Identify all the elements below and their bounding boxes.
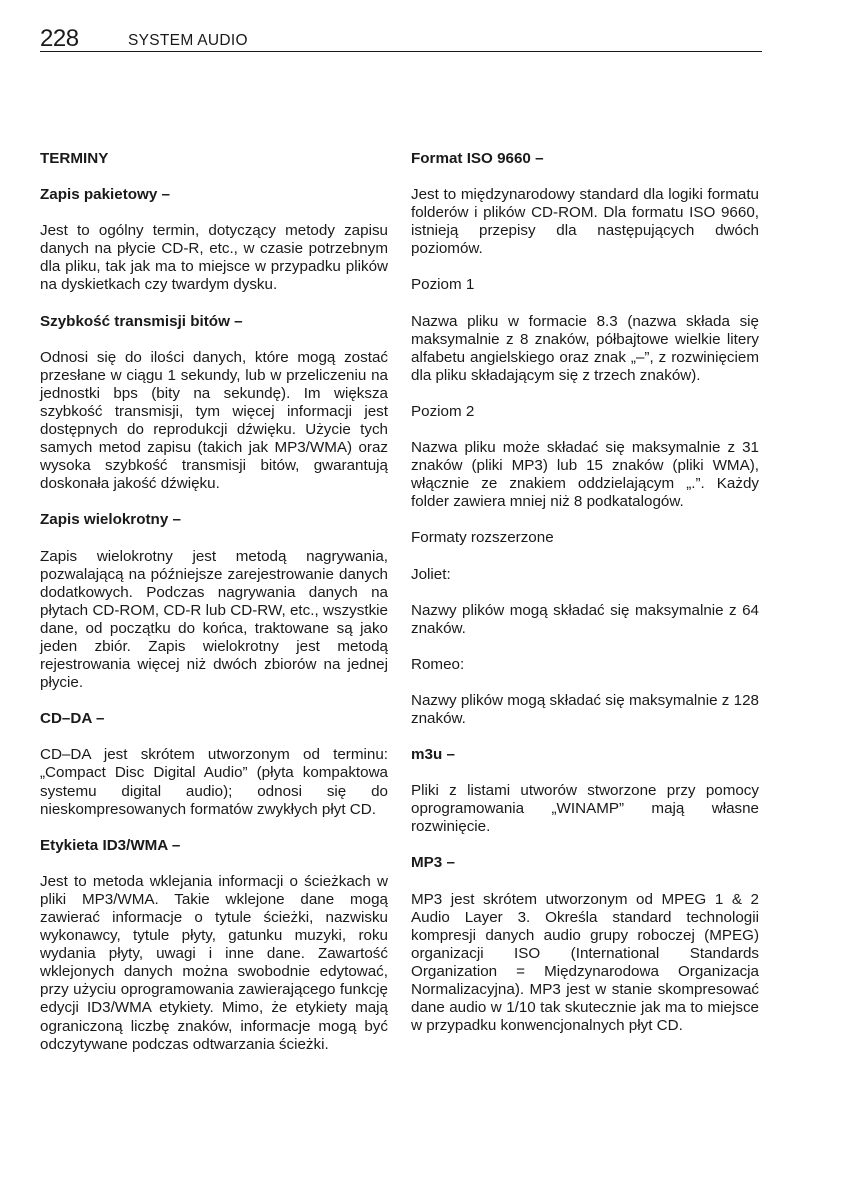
body-paragraph: MP3 jest skrótem utworzonym od MPEG 1 & 2 Audio Layer 3. Określa standard technologii kompresji danych audio grupy roboczej (MPEG) organizacji ISO (International Standards Organization = Międzynarodowa Organizacja Normalizacyjna). MP3 jest w stanie skompresować dane audio w 1/10 tak skutecznie jak ma to miejsce w przypadku konwencjonalnych płyt CD. — [411, 890, 759, 1035]
body-paragraph: Jest to międzynarodowy standard dla logiki formatu folderów i plików CD-ROM. Dla formatu ISO 9660, istnieją przepisy dla następujących dwóch poziomów. — [411, 186, 759, 258]
term-heading: Zapis wielokrotny – — [40, 511, 181, 529]
body-paragraph: CD–DA jest skrótem utworzonym od terminu: „Compact Disc Digital Audio” (płyta kompaktowa systemu digital audio); odnosi się do nieskompresowanych formatów zwykłych płyt CD. — [40, 746, 388, 818]
body-paragraph: Poziom 1 — [411, 276, 475, 294]
body-paragraph: Nazwy plików mogą składać się maksymalnie z 64 znaków. — [411, 601, 759, 637]
body-paragraph: Pliki z listami utworów stworzone przy pomocy oprogramowania „WINAMP” mają własne rozwinięcie. — [411, 782, 759, 836]
page-header — [40, 26, 762, 52]
term-heading: Format ISO 9660 – — [411, 150, 544, 167]
term-heading: Etykieta ID3/WMA – — [40, 836, 181, 854]
body-paragraph: Odnosi się do ilości danych, które mogą zostać przesłane w ciągu 1 sekundy, lub w przeliczeniu na jednostki bps (bity na sekundę). Im większa szybkość transmisji, tym więcej informacji jest dostępnych do reprodukcji dźwięku. Użycie tych samych metod zapisu (takich jak MP3/WMA) oraz wysoka szybkość transmisji bitów, gwarantują doskonała jakość dźwięku. — [40, 348, 388, 493]
left-column — [40, 150, 388, 1072]
body-paragraph: Jest to metoda wklejania informacji o ścieżkach w pliki MP3/WMA. Takie wklejone dane mogą zawierać informacje o tytule ścieżki, nazwisku wykonawcy, tytule płyty, gatunku muzyki, roku wydania płyty, uwagi i inne dane. Zawartość wklejonych danych można swobodnie edytować, przy użyciu oprogramowania zawierającego funkcję edycji ID3/WMA etykiety. Mimo, że etykiety mają ograniczoną liczbę znaków, informacje mogą być odczytywane podczas odtwarzania ścieżki. — [40, 872, 388, 1053]
term-heading: Szybkość transmisji bitów – — [40, 312, 243, 330]
body-paragraph: Jest to ogólny termin, dotyczący metody zapisu danych na płycie CD-R, etc., w czasie potrzebnym dla pliku, tak jak ma to miejsce w przypadku plików na dyskietkach czy twardym dysku. — [40, 222, 388, 294]
right-column — [411, 150, 759, 1053]
body-paragraph: Romeo: — [411, 655, 465, 673]
body-paragraph: Zapis wielokrotny jest metodą nagrywania, pozwalającą na późniejsze zarejestrowanie danych dodatkowych. Podczas nagrywania danych na płytach CD-ROM, CD-R lub CD-RW, etc., wszystkie dane, od początku do końca, traktowane są jako jeden zbiór. Zapis wielokrotny jest metodą rejestrowania więcej niż dwóch zbiorów na jednej płycie. — [40, 547, 388, 692]
term-heading: m3u – — [411, 746, 455, 764]
term-heading: CD–DA – — [40, 710, 105, 728]
body-paragraph: Formaty rozszerzone — [411, 529, 554, 547]
body-paragraph: Nazwa pliku w formacie 8.3 (nazwa składa się maksymalnie z 8 znaków, półbajtowe wielkie litery alfabetu angielskiego oraz znak „–”, z rozwinięciem dla pliku składającym się z trzech znaków). — [411, 312, 759, 384]
section-title: SYSTEM AUDIO — [128, 32, 248, 49]
term-heading: MP3 – — [411, 854, 455, 872]
header-rule — [40, 51, 762, 52]
term-heading: Zapis pakietowy – — [40, 186, 170, 204]
term-heading: TERMINY — [40, 150, 109, 167]
body-paragraph: Joliet: — [411, 565, 451, 583]
page-number: 228 — [40, 25, 79, 52]
body-paragraph: Nazwa pliku może składać się maksymalnie z 31 znaków (pliki MP3) lub 15 znaków (pliki WMA), włącznie ze znakiem oddzielającym „.”. Każdy folder zawiera mniej niż 8 podkatalogów. — [411, 439, 759, 511]
body-paragraph: Nazwy plików mogą składać się maksymalnie z 128 znaków. — [411, 691, 759, 727]
body-paragraph: Poziom 2 — [411, 402, 475, 420]
